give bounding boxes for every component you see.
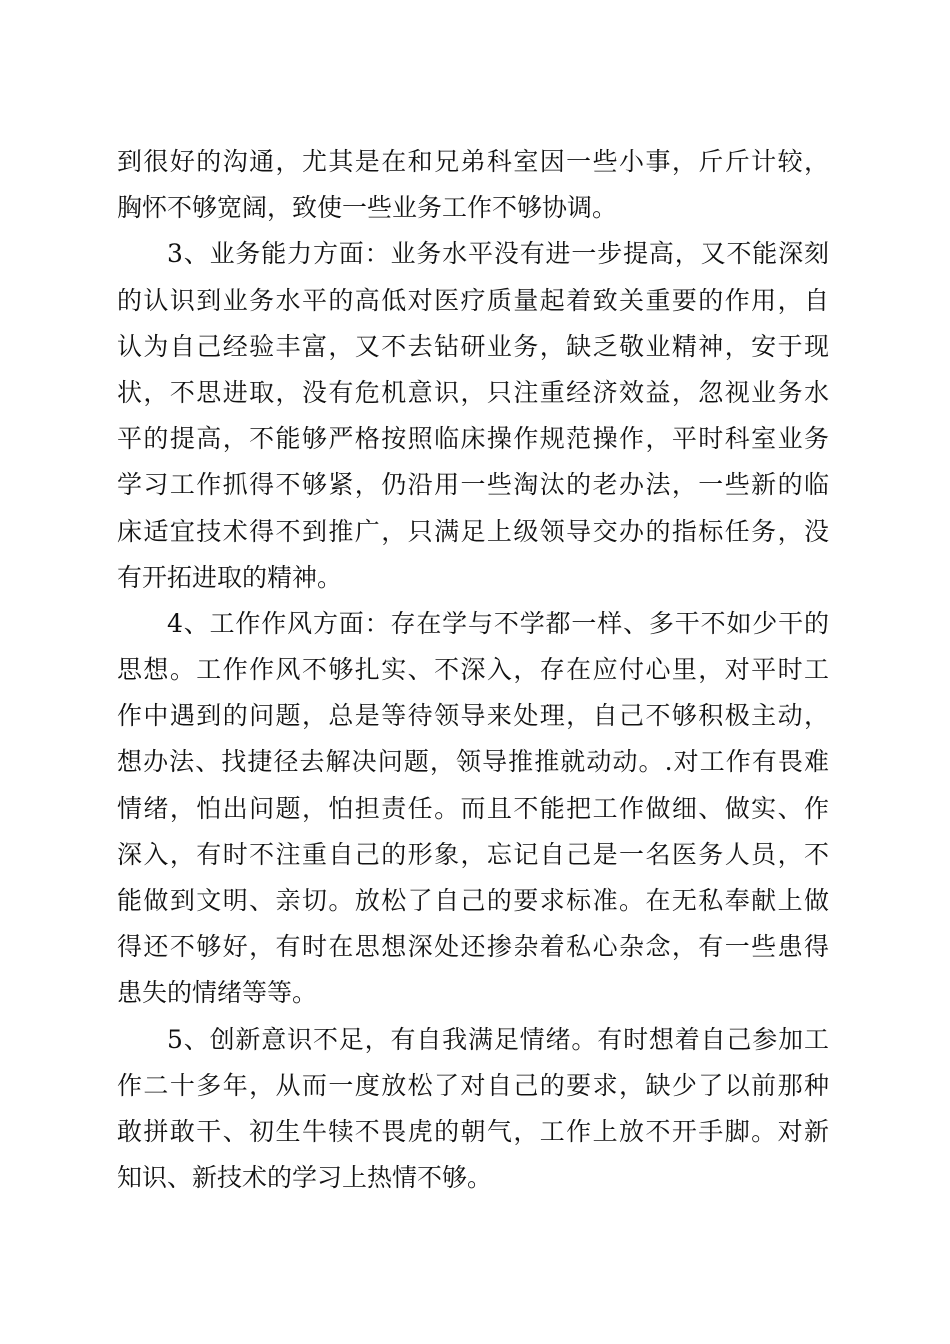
paragraph-work-style	[117, 601, 829, 1017]
text-line: 作二十多年，从而一度放松了对自己的要求，缺少了以前那种	[117, 1070, 829, 1100]
text-line: 平的提高，不能够严格按照临床操作规范操作，平时科室业务	[117, 424, 829, 454]
text-line: 情绪，怕出问题，怕担责任。而且不能把工作做细、做实、作	[117, 793, 829, 823]
paragraph-business-ability	[117, 231, 829, 601]
text-line: 思想。工作作风不够扎实、不深入，存在应付心里，对平时工	[117, 655, 829, 685]
text-line: 4、工作作风方面：存在学与不学都一样、多干不如少干的	[167, 608, 829, 638]
text-line: 想办法、找捷径去解决问题，领导推推就动动。.对工作有畏难	[117, 747, 829, 777]
text-line: 3、业务能力方面：业务水平没有进一步提高，又不能深刻	[167, 239, 829, 269]
text-line: 状，不思进取，没有危机意识，只注重经济效益，忽视业务水	[117, 377, 829, 407]
text-line: 患失的情绪等等。	[117, 978, 318, 1008]
text-line: 能做到文明、亲切。放松了自己的要求标准。在无私奉献上做	[117, 886, 829, 915]
text-line: 有开拓进取的精神。	[117, 562, 343, 592]
text-line: 认为自己经验丰富，又不去钻研业务，缺乏敬业精神，安于现	[117, 331, 829, 361]
text-line: 5、创新意识不足，有自我满足情绪。有时想着自己参加工	[167, 1024, 829, 1054]
text-line: 的认识到业务水平的高低对医疗质量起着致关重要的作用，自	[117, 285, 829, 315]
continuation-paragraph	[117, 139, 829, 231]
text-line: 作中遇到的问题，总是等待领导来处理，自己不够积极主动，	[117, 701, 829, 731]
text-line: 得还不够好，有时在思想深处还掺杂着私心杂念，有一些患得	[117, 932, 829, 962]
text-line: 深入，有时不注重自己的形象，忘记自己是一名医务人员，不	[117, 839, 829, 869]
text-line: 床适宜技术得不到推广，只满足上级领导交办的指标任务，没	[117, 516, 829, 546]
text-line: 知识、新技术的学习上热情不够。	[117, 1163, 493, 1193]
text-line: 胸怀不够宽阔，致使一些业务工作不够协调。	[117, 193, 618, 223]
text-line: 学习工作抓得不够紧，仍沿用一些淘汰的老办法，一些新的临	[117, 470, 829, 500]
text-line: 到很好的沟通，尤其是在和兄弟科室因一些小事，斤斤计较，	[117, 147, 829, 176]
paragraph-innovation	[117, 1017, 829, 1202]
body-text	[117, 139, 829, 1201]
text-line: 敢拼敢干、初生牛犊不畏虎的朝气，工作上放不开手脚。对新	[117, 1116, 829, 1146]
